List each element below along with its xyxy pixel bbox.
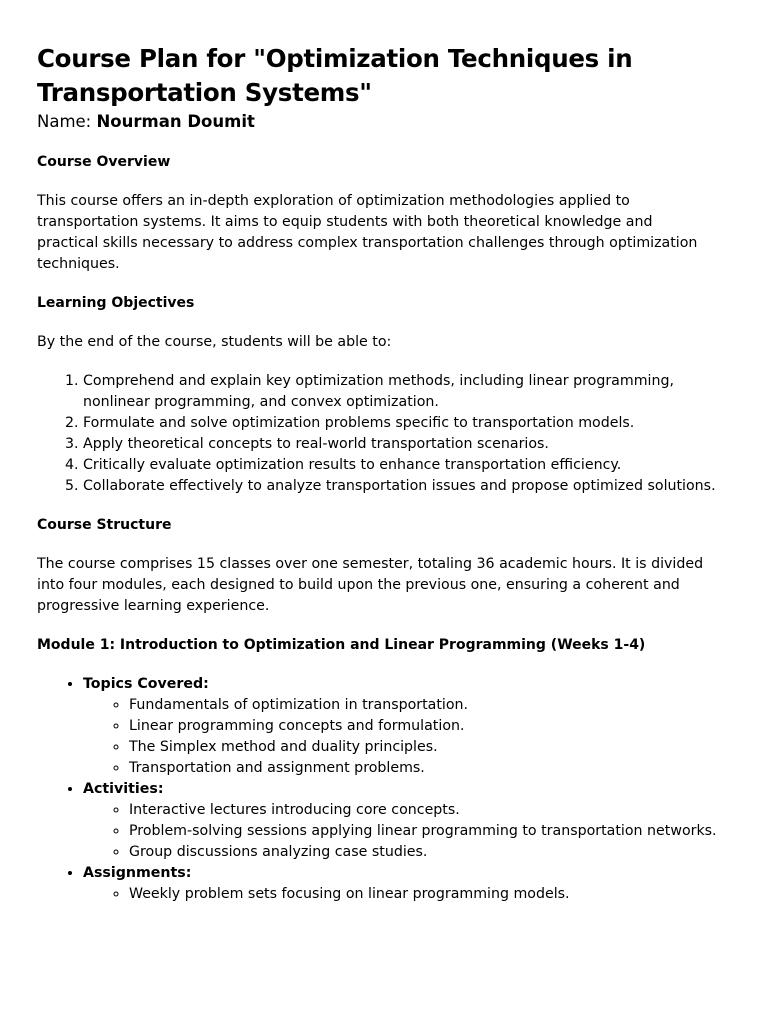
- topic-item: ◦ Fundamentals of optimization in transportation.: [129, 695, 718, 716]
- objectives-heading: Learning Objectives: [37, 295, 195, 311]
- assignments-sublist: [83, 884, 718, 905]
- objective-item: 1. Comprehend and explain key optimization methods, including linear programming, nonlinear programming, and convex optimization.: [83, 371, 718, 413]
- topics-covered-item: [83, 674, 718, 779]
- activities-item: [83, 779, 718, 863]
- objective-item: 4. Critically evaluate optimization results to enhance transportation efficiency.: [83, 455, 718, 476]
- author-name: Nourman Doumit: [96, 112, 255, 131]
- overview-text: This course offers an in-depth exploration of optimization methodologies applied to transportation systems. It aims to equip students with both theoretical knowledge and practical skills necessary to address complex transportation challenges through optimization techniques.: [37, 193, 698, 272]
- author-line: [37, 110, 718, 134]
- assignments-label: Assignments:: [83, 865, 192, 881]
- objectives-list: [37, 371, 718, 497]
- activity-item: ◦ Group discussions analyzing case studies.: [129, 842, 718, 863]
- overview-heading: Course Overview: [37, 154, 171, 170]
- topics-sublist: [83, 695, 718, 779]
- structure-text: The course comprises 15 classes over one semester, totaling 36 academic hours. It is divided into four modules, each designed to build upon the previous one, ensuring a coherent and progressive learning experience.: [37, 556, 704, 614]
- assignments-item: [83, 863, 718, 905]
- objectives-intro: By the end of the course, students will be able to:: [37, 334, 392, 350]
- activities-label: Activities:: [83, 781, 164, 797]
- activities-sublist: [83, 800, 718, 863]
- objective-item: 3. Apply theoretical concepts to real-world transportation scenarios.: [83, 434, 718, 455]
- name-label: Name:: [37, 112, 92, 131]
- module-1-title: Module 1: Introduction to Optimization and Linear Programming (Weeks 1-4): [37, 637, 646, 653]
- topic-item: ◦ Linear programming concepts and formulation.: [129, 716, 718, 737]
- objective-item: 5. Collaborate effectively to analyze transportation issues and propose optimized solutions.: [83, 476, 718, 497]
- document-title: Course Plan for "Optimization Techniques in Transportation Systems": [37, 44, 633, 107]
- activity-item: ◦ Interactive lectures introducing core concepts.: [129, 800, 718, 821]
- module-1-list: [37, 674, 718, 905]
- structure-heading: Course Structure: [37, 517, 172, 533]
- topic-item: ◦ Transportation and assignment problems.: [129, 758, 718, 779]
- assignment-item: ◦ Weekly problem sets focusing on linear programming models.: [129, 884, 718, 905]
- topics-covered-label: Topics Covered:: [83, 676, 209, 692]
- activity-item: ◦ Problem-solving sessions applying linear programming to transportation networks.: [129, 821, 718, 842]
- topic-item: ◦ The Simplex method and duality principles.: [129, 737, 718, 758]
- objective-item: 2. Formulate and solve optimization problems specific to transportation models.: [83, 413, 718, 434]
